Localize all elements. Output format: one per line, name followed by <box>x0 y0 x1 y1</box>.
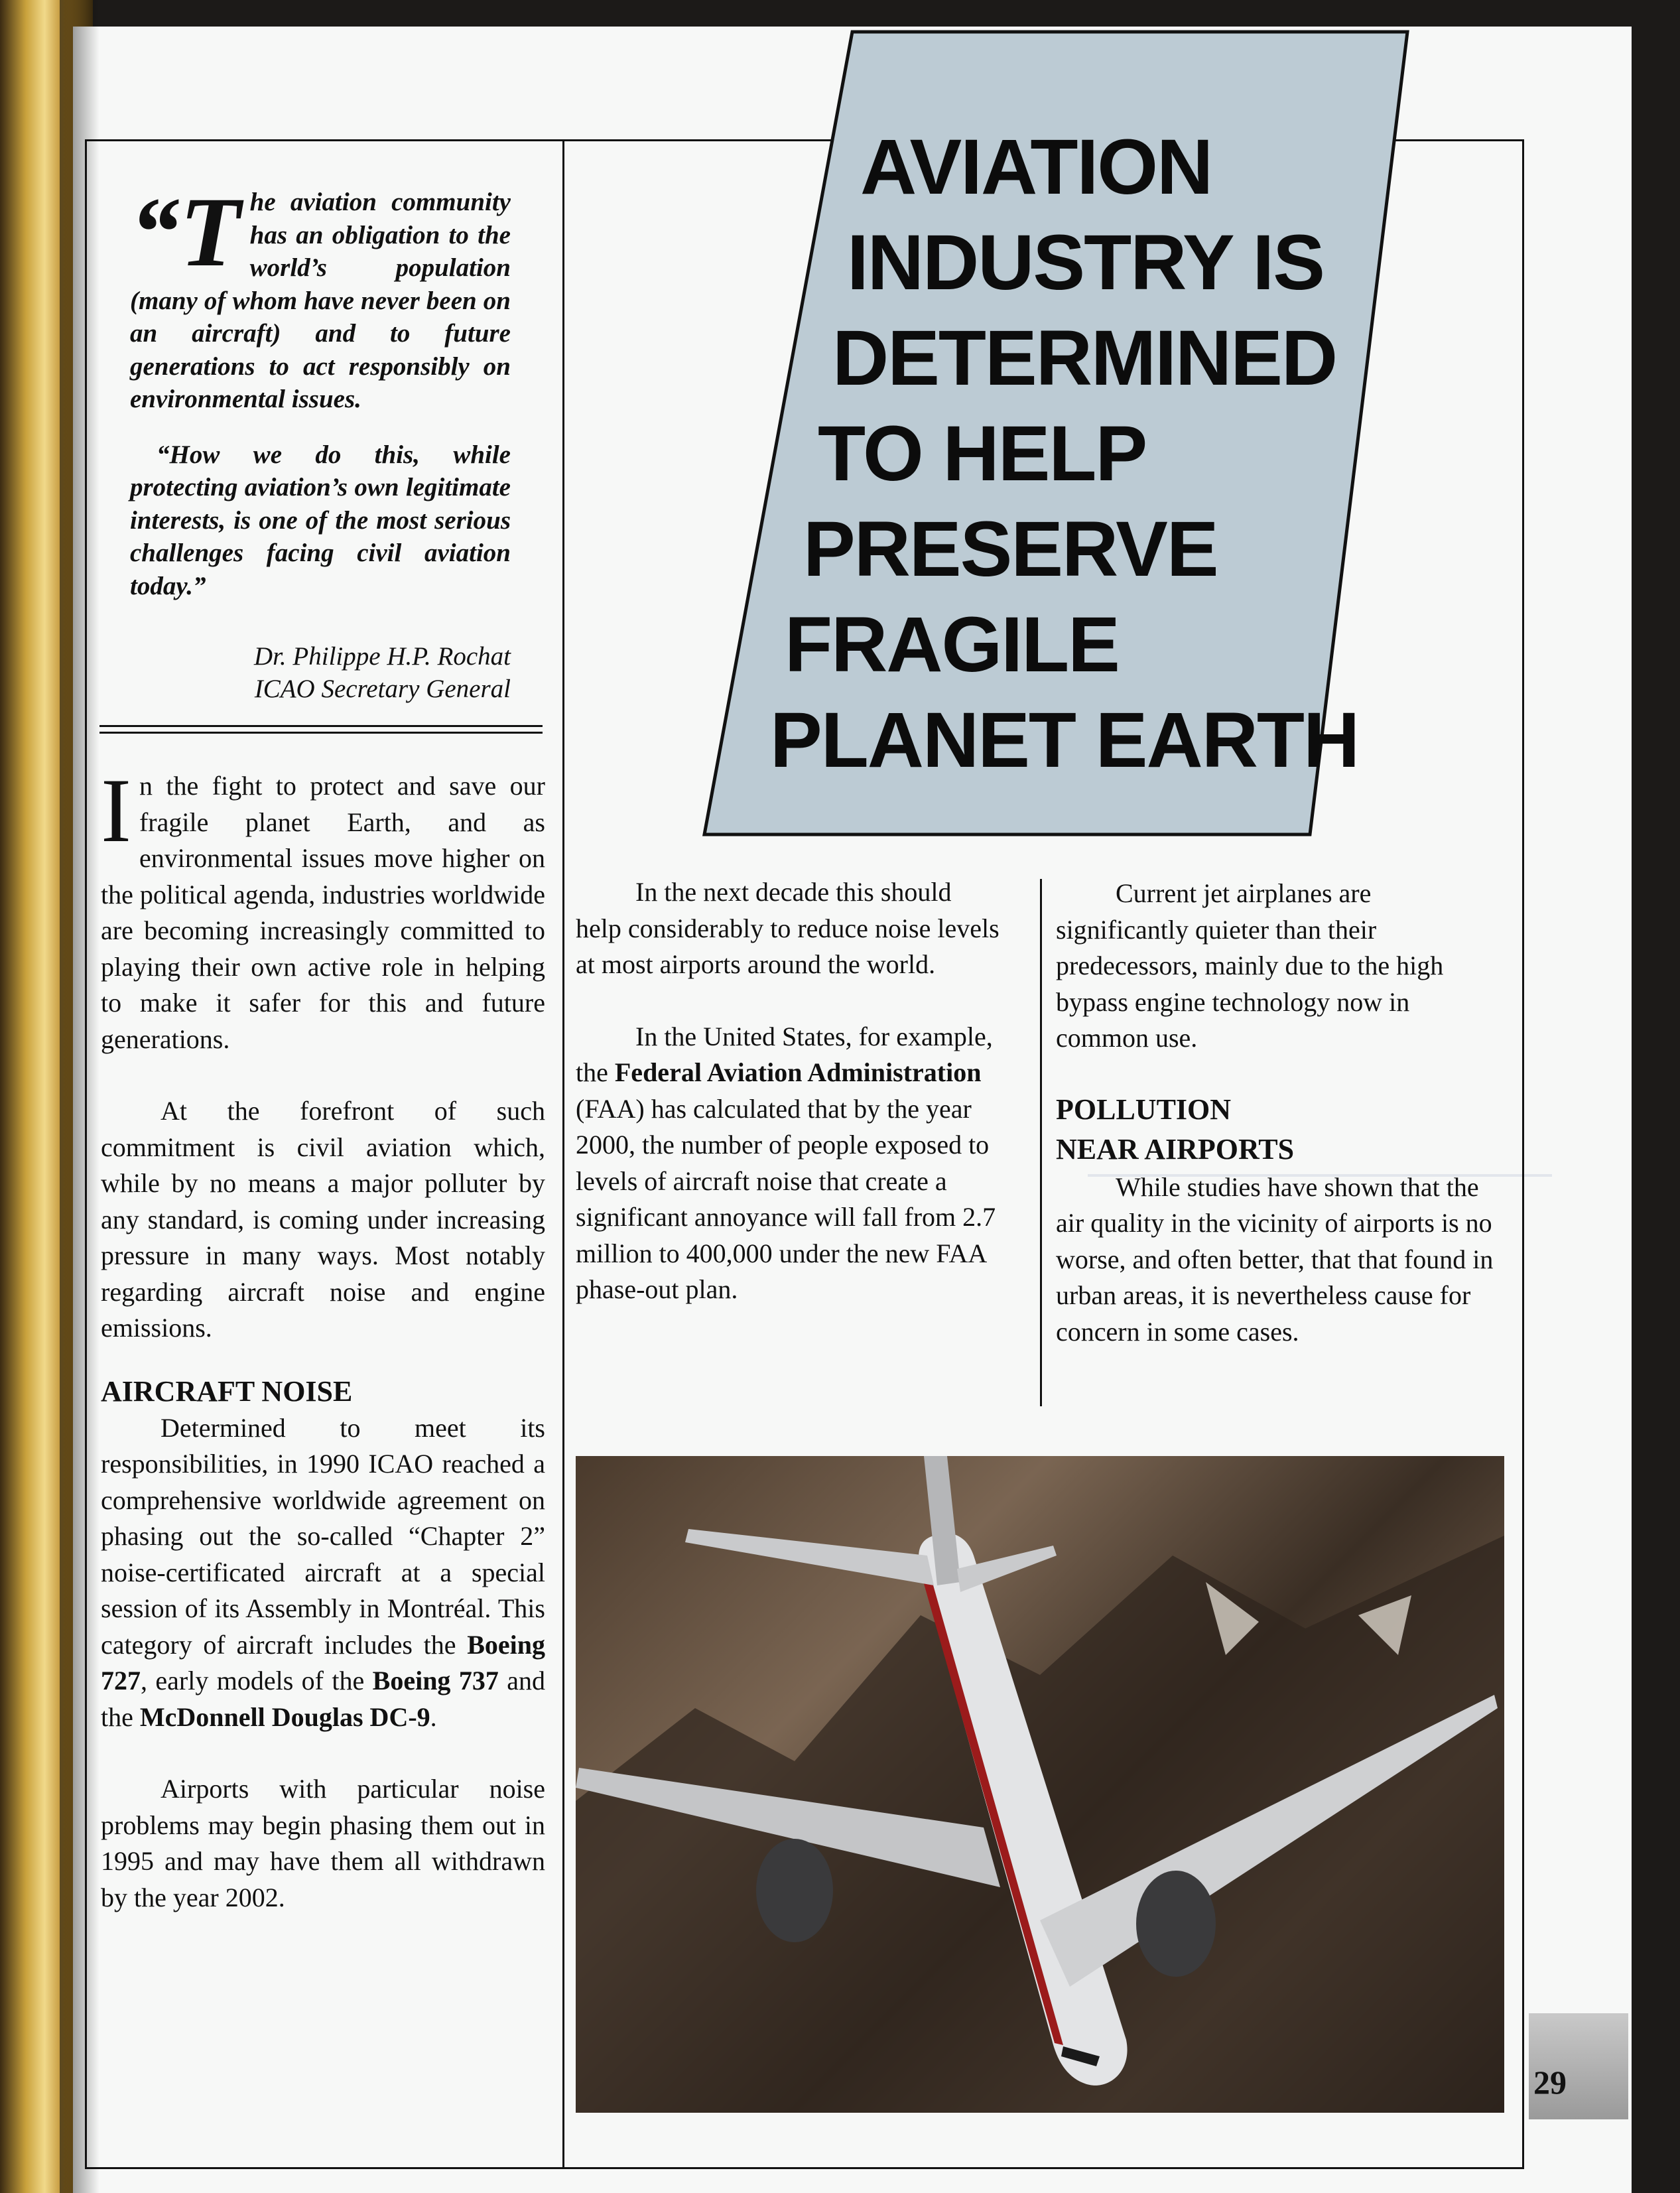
column-1 <box>101 760 545 1916</box>
headline-line: PRESERVE <box>803 505 1218 593</box>
headline-line: TO HELP <box>818 410 1147 498</box>
pull-quote-para: “How we do this, while protecting aviation’s own legitimate interests, is one of the most serious challenges facing civil aviation today.” <box>130 440 511 600</box>
column-rule <box>1040 879 1042 1406</box>
body-paragraph: While studies have shown that the air quality in the vicinity of airports is no worse, and often better, that that found in urban areas, it is nevertheless cause for concern in some cases. <box>1056 1171 1494 1347</box>
pull-quote-initial: “T <box>130 177 241 287</box>
headline-line: INDUSTRY IS <box>847 219 1324 306</box>
horizontal-stabilizer <box>685 1529 1057 1592</box>
aircraft-photo <box>576 1456 1504 2113</box>
headline-line: DETERMINED <box>832 314 1337 402</box>
attribution-title: ICAO Secretary General <box>254 675 511 703</box>
body-paragraph: Current jet airplanes are significantly quieter than their predecessors, mainly due to the high bypass engine technology now in common use. <box>1056 878 1444 1053</box>
body-paragraph: At the forefront of such commitment is civil aviation which, while by no means a major polluter by any standard, is coming under increasing pressure in many ways. Most notably regarding aircraft noise and engine emissions. <box>101 1096 545 1343</box>
quote-attribution <box>130 640 511 705</box>
section-heading: AIRCRAFT NOISE <box>101 1374 353 1408</box>
quote-rule <box>99 725 543 727</box>
quote-rule <box>99 732 543 734</box>
headline-line: FRAGILE <box>785 601 1119 689</box>
body-paragraph: Airports with particular noise problems may begin phasing them out in 1995 and may have them all withdrawn by the year 2002. <box>101 1774 545 1912</box>
engine <box>756 1839 833 1942</box>
body-paragraph: Determined to meet its responsibilities, in 1990 ICAO reached a comprehensive worldwide agreement on phasing out the so-called “Chapter 2” noise-certificated aircraft at a special session of its Assembly in Montréal. This category of aircraft includes the Boeing 727, early models of the Boeing 737 and the McDonnell Douglas DC-9. <box>101 1412 545 1732</box>
attribution-name: Dr. Philippe H.P. Rochat <box>253 642 511 671</box>
section-heading: POLLUTION NEAR AIRPORTS <box>1056 1093 1295 1165</box>
pull-quote-text: he aviation community has an obligation to the world’s population (many of whom have never been on an aircraft) and to future generations to act responsibly on environmental issues. <box>130 188 511 413</box>
page-number: 29 <box>1533 2064 1567 2101</box>
headline-line: AVIATION <box>860 123 1212 211</box>
headline-line: PLANET EARTH <box>770 697 1359 784</box>
pull-quote-para <box>130 177 511 416</box>
engine <box>1136 1871 1216 1977</box>
headline <box>706 119 1359 788</box>
column-3 <box>1056 876 1507 1350</box>
body-paragraph: In the United States, for example, the Federal Aviation Administration (FAA) has calculated that by the year 2000, the number of people exposed to levels of aircraft noise that create a significant annoyance will fall from 2.7 million to 400,000 under the new FAA phase-out plan. <box>576 1021 996 1304</box>
body-paragraph: In the next decade this should help considerably to reduce noise levels at most airports around the world. <box>576 877 1000 979</box>
body-paragraph: In the fight to protect and save our fragile planet Earth, and as environmental issues move higher on the political agenda, industries worldwide are becoming increasingly committed to playing their own active role in helping to make it safer for this and future generations. <box>101 760 545 1054</box>
aircraft-illustration <box>576 1456 1504 2113</box>
column-2 <box>576 874 1000 1308</box>
drop-cap: I <box>101 760 131 861</box>
pull-quote <box>130 177 511 602</box>
